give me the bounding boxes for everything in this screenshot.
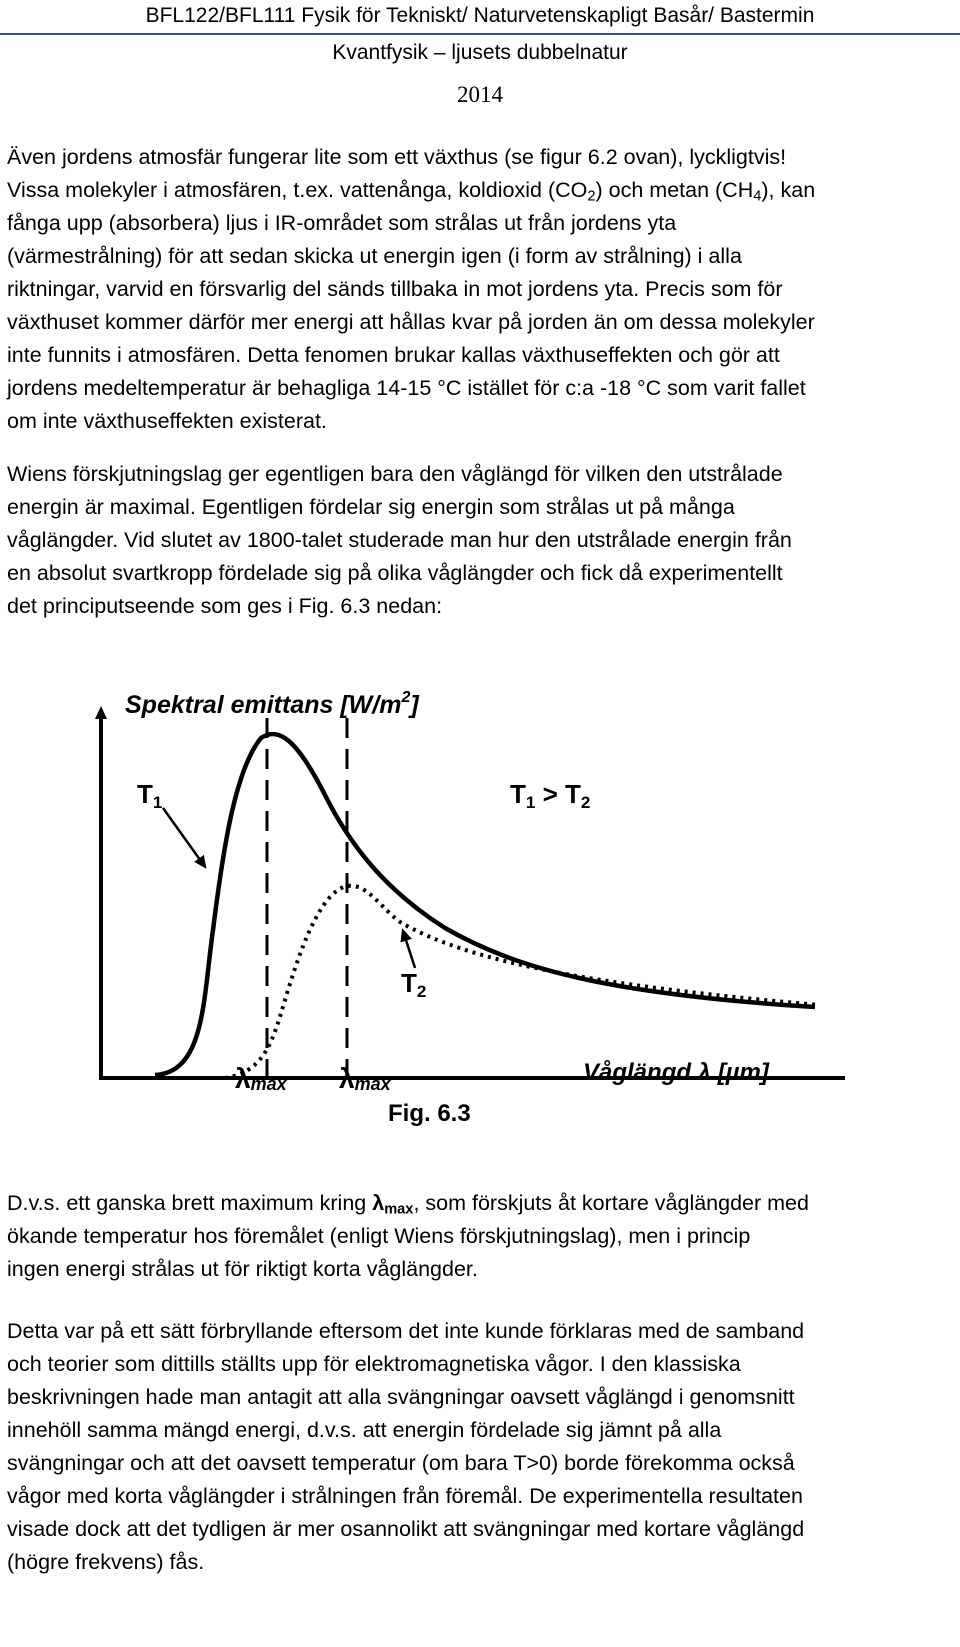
text-line — [7, 1187, 955, 1220]
text-run: ), kan — [761, 178, 816, 202]
header-year: 2014 — [457, 82, 503, 107]
header-course-line: BFL122/BFL111 Fysik för Tekniskt/ Naturvetenskapligt Basår/ Bastermin — [145, 4, 815, 27]
subscript: 4 — [753, 188, 762, 205]
lambda-max-label-t2: λmax — [339, 1063, 391, 1094]
lambda-max-label-t1: λmax — [235, 1063, 287, 1094]
text-line: våglängder. Vid slutet av 1800-talet studerade man hur den utstrålade energin från — [7, 528, 792, 552]
text-line: svängningar och att det oavsett temperatur (om bara T>0) borde förekomma också — [7, 1451, 795, 1475]
text-line: vågor med korta våglängder i strålningen från föremål. De experimentella resultaten — [7, 1484, 803, 1508]
lambda-symbol: λ — [372, 1191, 385, 1215]
figure-blackbody-spectrum — [85, 689, 875, 1200]
header-divider — [0, 33, 960, 35]
x-axis-label: Våglängd λ [µm] — [583, 1059, 769, 1086]
t1-pointer-arrow — [163, 808, 203, 864]
text-line: och teorier som dittills ställts upp för elektromagnetiska vågor. I den klassiska — [7, 1352, 741, 1376]
text-line — [7, 174, 955, 207]
text-line: beskrivningen hade man antagit att alla svängningar oavsett våglängd i genomsnitt — [7, 1385, 795, 1409]
text-line: ökande temperatur hos föremålet (enligt Wiens förskjutningslag), men i princip — [7, 1224, 751, 1248]
paragraph-wien — [7, 458, 955, 623]
text-line: inte funnits i atmosfären. Detta fenomen brukar kallas växthuseffekten och gör att — [7, 343, 780, 367]
text-line: växthuset kommer därför mer energi att hållas kvar på jorden än om dessa molekyler — [7, 310, 815, 334]
text-run: ) och metan (CH — [595, 178, 754, 202]
text-line: riktningar, varvid en försvarlig del sänds tillbaka in mot jordens yta. Precis som för — [7, 277, 783, 301]
paragraph-classical — [7, 1315, 955, 1579]
figure-caption: Fig. 6.3 — [388, 1100, 471, 1127]
temperature-relation-label: T1 > T2 — [510, 779, 591, 812]
text-line: (högre frekvens) fås. — [7, 1550, 205, 1574]
text-line: ingen energi strålas ut för riktigt korta våglängder. — [7, 1257, 478, 1281]
text-run: Vissa molekyler i atmosfären, t.ex. vattenånga, koldioxid (CO — [7, 178, 588, 202]
t2-pointer-arrow — [404, 934, 415, 968]
paragraph-greenhouse — [7, 141, 955, 438]
y-axis-label: Spektral emittans $[W/m^2]$ — [125, 689, 419, 719]
text-line: om inte växthuseffekten existerat. — [7, 409, 327, 433]
text-line: det principutseende som ges i Fig. 6.3 nedan: — [7, 594, 443, 618]
text-line: jordens medeltemperatur är behagliga 14-15 °C istället för c:a -18 °C som varit fallet — [7, 376, 806, 400]
text-line: energin är maximal. Egentligen fördelar sig energin som strålas ut på många — [7, 495, 735, 519]
paragraph-maximum — [7, 1187, 955, 1286]
t1-label: T1 — [137, 779, 163, 812]
text-line: en absolut svartkropp fördelade sig på olika våglängder och fick då experimentellt — [7, 561, 783, 585]
text-run: D.v.s. ett ganska brett maximum kring — [7, 1191, 373, 1215]
text-line: innehöll samma mängd energi, d.v.s. att energin fördelade sig jämnt på alla — [7, 1418, 722, 1442]
curve-t2 — [225, 886, 820, 1078]
text-line: visade dock att det tydligen är mer osannolikt att svängningar med kortare våglängd — [7, 1517, 805, 1541]
text-line: Detta var på ett sätt förbryllande eftersom det inte kunde förklaras med de samband — [7, 1319, 805, 1343]
subscript: 2 — [587, 188, 596, 205]
text-run: , som förskjuts åt kortare våglängder med — [413, 1191, 809, 1215]
text-line: Wiens förskjutningslag ger egentligen bara den våglängd för vilken den utstrålade — [7, 462, 783, 486]
header-topic-line: Kvantfysik – ljusets dubbelnatur — [332, 41, 628, 64]
text-line: fånga upp (absorbera) ljus i IR-området som strålas ut från jordens yta — [7, 211, 677, 235]
curve-t1 — [155, 734, 815, 1075]
t2-label: T2 — [401, 968, 427, 1001]
text-line: (värmestrålning) för att sedan skicka ut energin igen (i form av strålning) i alla — [7, 244, 742, 268]
subscript: max — [384, 1201, 414, 1218]
text-line: Även jordens atmosfär fungerar lite som ett växthus (se figur 6.2 ovan), lyckligtvis! — [7, 145, 787, 169]
